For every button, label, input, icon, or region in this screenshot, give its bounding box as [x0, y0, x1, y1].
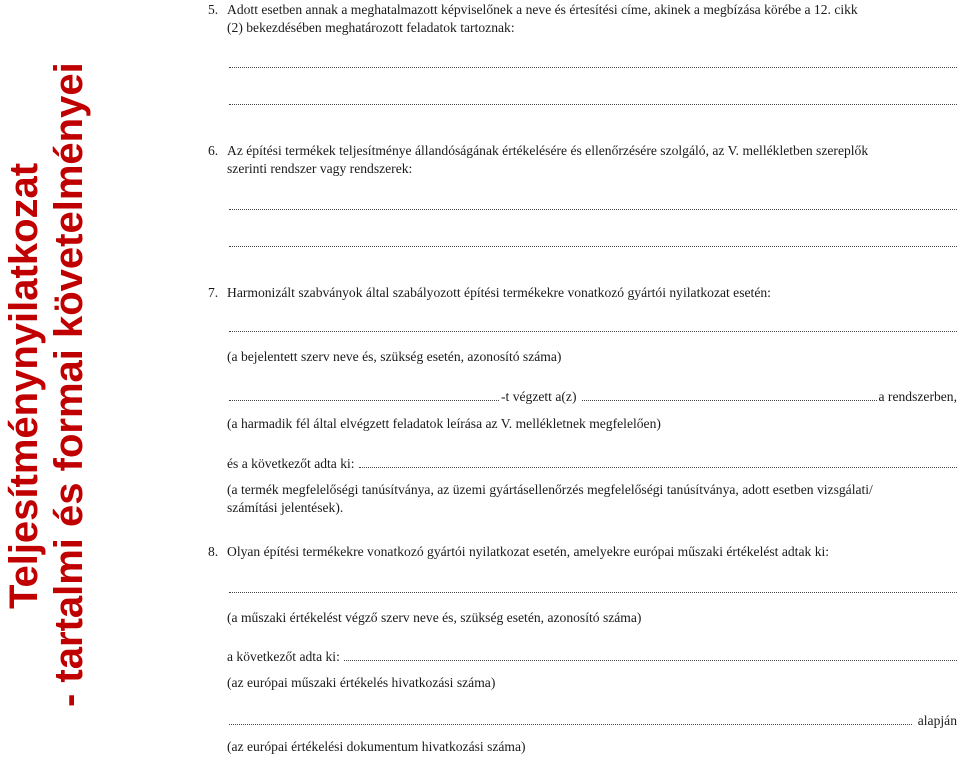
item-8-note-ead: (az európai értékelési dokumentum hivatkozási száma) [227, 739, 526, 754]
item-6-text-line1: Az építési termékek teljesítménye állandóságának értékelésére és ellenőrzésére szolgáló, az V. mellékletben szereplők [227, 143, 869, 158]
item-7-issued-row [227, 455, 957, 472]
side-title-line2: - tartalmi és formai követelményei [47, 62, 91, 707]
item-7-issued-label: és a következőt adta ki: [227, 456, 355, 471]
item-8-note-body: (a műszaki értékelést végző szerv neve és, szükség esetén, azonosító száma) [227, 610, 642, 625]
item-7-performed-end: a rendszerben, [878, 389, 957, 404]
item-5-number: 5. [208, 2, 219, 17]
item-7-issued-fill[interactable] [359, 467, 957, 468]
item-8-based-on: alapján [917, 713, 957, 728]
item-7-body-fill-line[interactable] [229, 331, 957, 332]
item-5-fill-line-1[interactable] [229, 67, 957, 68]
item-7-system-fill[interactable] [582, 400, 876, 401]
item-8-based-on-row [229, 712, 957, 729]
item-8-issued-fill[interactable] [344, 660, 957, 661]
item-7-text: Harmonizált szabványok által szabályozott építési termékekre vonatkozó gyártói nyilatkozat esetén: [227, 285, 771, 300]
item-7-task-fill[interactable] [229, 400, 499, 401]
item-5-text-line1: Adott esetben annak a meghatalmazott képviselőnek a neve és értesítési címe, akinek a megbízása körébe a 12. cikk [227, 2, 858, 17]
item-8-text: Olyan építési termékekre vonatkozó gyártói nyilatkozat esetén, amelyekre európai műszaki értékelést adtak ki: [227, 544, 830, 559]
item-6-text-line2: szerinti rendszer vagy rendszerek: [227, 161, 413, 176]
item-7-performed-mid: -t végzett a(z) [501, 389, 577, 404]
item-7-performed-row [229, 388, 957, 405]
item-6-fill-line-2[interactable] [229, 246, 957, 247]
item-7-number: 7. [208, 285, 219, 300]
item-8-body-fill-line[interactable] [229, 592, 957, 593]
item-5-text-line2: (2) bekezdésében meghatározott feladatok tartoznak: [227, 20, 515, 35]
item-8-ead-fill[interactable] [229, 724, 912, 725]
item-8-issued-label: a következőt adta ki: [227, 649, 340, 664]
side-title-line1: Teljesítménynyilatkozat [2, 162, 46, 609]
item-7-note-third-party: (a harmadik fél által elvégzett feladatok leírása az V. mellékletnek megfelelően) [227, 416, 661, 431]
item-5-fill-line-2[interactable] [229, 104, 957, 105]
item-6-fill-line-1[interactable] [229, 209, 957, 210]
item-8-note-eta: (az európai műszaki értékelés hivatkozási száma) [227, 675, 496, 690]
item-7-note-certificate-line2: számítási jelentések). [227, 500, 344, 515]
item-8-number: 8. [208, 544, 219, 559]
item-6-number: 6. [208, 143, 219, 158]
item-7-note-body: (a bejelentett szerv neve és, szükség esetén, azonosító száma) [227, 349, 562, 364]
item-8-issued-row [227, 648, 957, 665]
item-7-note-certificate-line1: (a termék megfelelőségi tanúsítványa, az üzemi gyártásellenőrzés megfelelőségi tanúsítványa, adott esetben vizsgálati/ [227, 482, 873, 497]
